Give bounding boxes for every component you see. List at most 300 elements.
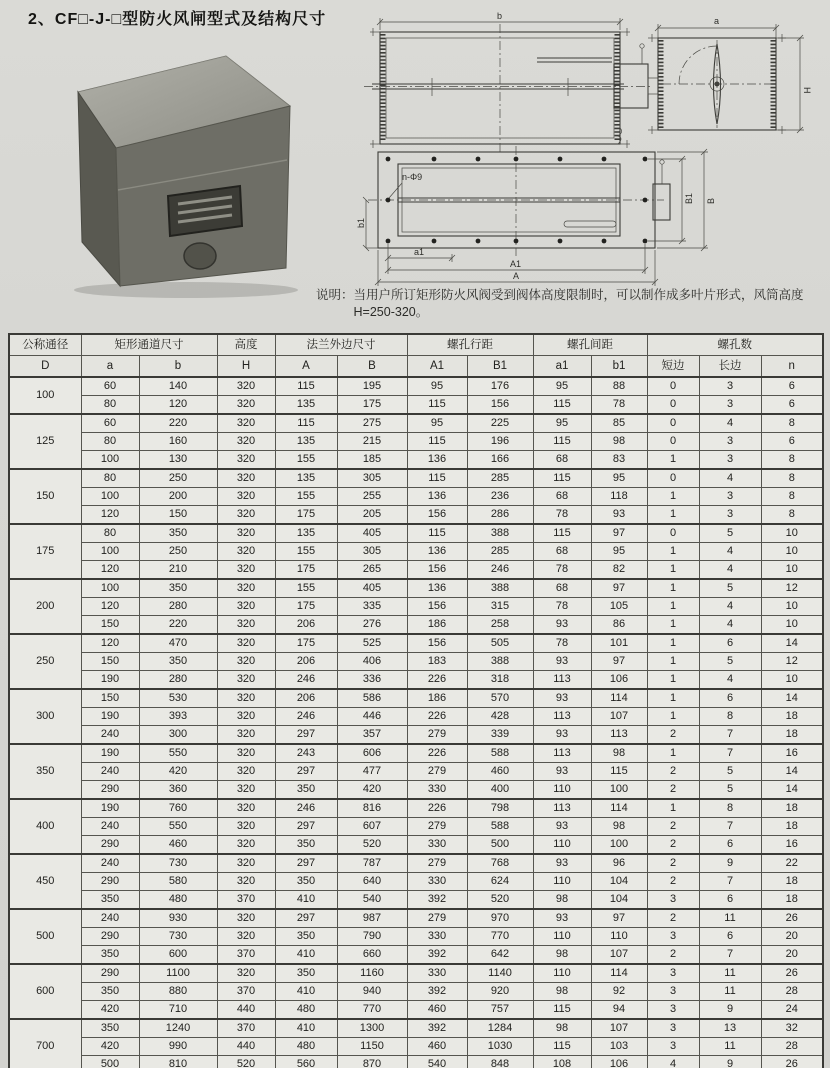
spec-cell: 98 [591,818,647,836]
spec-cell: 107 [591,1019,647,1038]
spec-cell: 3 [699,488,761,506]
spec-cell: 10 [761,543,823,561]
spec-cell: 175 [275,634,337,653]
spec-cell: 155 [275,579,337,598]
spec-cell: 4 [699,561,761,580]
spec-cell: 970 [467,909,533,928]
spec-cell: 770 [337,1001,407,1020]
hole-count-label: n-Φ9 [402,172,423,182]
spec-cell: 5 [699,524,761,543]
spec-cell: 6 [699,634,761,653]
spec-cell: 6 [699,928,761,946]
spec-cell: 460 [407,1038,467,1056]
spec-cell: 80 [81,433,139,451]
spec-cell: 175 [337,396,407,415]
spec-cell: 350 [139,524,217,543]
spec-cell: 195 [337,377,407,396]
spec-cell: 110 [533,873,591,891]
spec-cell: 175 [275,506,337,525]
spec-cell: 3 [647,891,699,910]
spec-cell: 115 [591,763,647,781]
spec-cell: 330 [407,964,467,983]
spec-cell: 246 [275,799,337,818]
spec-cell: 290 [81,873,139,891]
spec-cell: 286 [467,506,533,525]
table-row [9,818,823,836]
subheader-short-side: 短边 [647,356,699,378]
spec-cell: 1240 [139,1019,217,1038]
diameter-cell: 450 [9,854,81,909]
table-row [9,836,823,855]
spec-cell: 115 [407,469,467,488]
spec-cell: 28 [761,1038,823,1056]
spec-cell: 8 [761,414,823,433]
spec-cell: 156 [407,506,467,525]
spec-cell: 2 [647,836,699,855]
spec-cell: 86 [591,616,647,635]
spec-cell: 710 [139,1001,217,1020]
spec-cell: 0 [647,524,699,543]
spec-cell: 220 [139,616,217,635]
spec-cell: 276 [337,616,407,635]
table-row [9,763,823,781]
spec-cell: 320 [217,543,275,561]
spec-cell: 246 [275,708,337,726]
subheader-D: D [9,356,81,378]
spec-cell: 100 [591,781,647,800]
spec-cell: 550 [139,744,217,763]
subheader-A: A [275,356,337,378]
spec-cell: 320 [217,579,275,598]
note-text: 当用户所订矩形防火风阀受到阀体高度限制时，可以制作成多叶片形式，风筒高度H=250-320。 [353,288,804,319]
spec-cell: 570 [467,689,533,708]
spec-table-body [9,377,823,1068]
spec-cell: 7 [699,818,761,836]
spec-cell: 120 [81,506,139,525]
spec-cell: 26 [761,909,823,928]
diameter-cell: 400 [9,799,81,854]
spec-cell: 760 [139,799,217,818]
spec-cell: 155 [275,488,337,506]
spec-cell: 6 [699,891,761,910]
spec-cell: 150 [81,653,139,671]
header-height: 高度 [217,334,275,356]
spec-cell: 6 [761,433,823,451]
spec-cell: 240 [81,726,139,745]
subheader-n: n [761,356,823,378]
spec-cell: 730 [139,854,217,873]
spec-cell: 115 [533,524,591,543]
table-row [9,1019,823,1038]
spec-cell: 14 [761,689,823,708]
spec-cell: 410 [275,1019,337,1038]
spec-cell: 100 [81,543,139,561]
spec-cell: 290 [81,964,139,983]
spec-cell: 18 [761,799,823,818]
spec-cell: 82 [591,561,647,580]
spec-cell: 1030 [467,1038,533,1056]
spec-cell: 3 [699,377,761,396]
spec-cell: 1100 [139,964,217,983]
spec-cell: 96 [591,854,647,873]
B1-dim-label: B1 [684,192,694,204]
spec-cell: 350 [81,946,139,965]
spec-cell: 93 [533,763,591,781]
spec-cell: 95 [407,414,467,433]
spec-cell: 113 [533,799,591,818]
spec-cell: 410 [275,983,337,1001]
spec-cell: 0 [647,469,699,488]
spec-cell: 606 [337,744,407,763]
spec-cell: 92 [591,983,647,1001]
spec-cell: 440 [217,1038,275,1056]
spec-cell: 336 [337,671,407,690]
spec-cell: 175 [275,561,337,580]
spec-cell: 115 [275,377,337,396]
spec-cell: 113 [533,744,591,763]
spec-cell: 107 [591,946,647,965]
table-row [9,598,823,616]
spec-cell: 100 [591,836,647,855]
spec-cell: 500 [81,1056,139,1068]
spec-cell: 440 [217,1001,275,1020]
spec-cell: 8 [699,708,761,726]
side-width-label: a [714,16,720,26]
spec-cell: 290 [81,836,139,855]
B-dim-label: B [706,197,716,204]
spec-cell: 12 [761,653,823,671]
spec-cell: 95 [533,377,591,396]
table-row [9,671,823,690]
spec-cell: 279 [407,818,467,836]
spec-cell: 350 [81,891,139,910]
spec-cell: 405 [337,579,407,598]
spec-cell: 392 [407,1019,467,1038]
table-row [9,891,823,910]
spec-cell: 6 [699,689,761,708]
spec-cell: 275 [337,414,407,433]
spec-cell: 98 [591,744,647,763]
spec-cell: 97 [591,524,647,543]
spec-cell: 1284 [467,1019,533,1038]
spec-cell: 26 [761,964,823,983]
spec-cell: 560 [275,1056,337,1068]
spec-cell: 68 [533,488,591,506]
table-row [9,1038,823,1056]
table-row [9,708,823,726]
spec-cell: 93 [591,506,647,525]
spec-cell: 550 [139,818,217,836]
spec-cell: 279 [407,854,467,873]
spec-cell: 420 [139,763,217,781]
spec-cell: 930 [139,909,217,928]
spec-cell: 2 [647,781,699,800]
spec-cell: 1 [647,451,699,470]
spec-cell: 4 [699,616,761,635]
spec-cell: 798 [467,799,533,818]
spec-cell: 115 [533,433,591,451]
spec-cell: 14 [761,634,823,653]
spec-cell: 156 [407,634,467,653]
spec-cell: 136 [407,488,467,506]
spec-cell: 4 [699,414,761,433]
spec-cell: 107 [591,708,647,726]
spec-cell: 624 [467,873,533,891]
spec-cell: 920 [467,983,533,1001]
spec-cell: 350 [139,579,217,598]
subheader-B: B [337,356,407,378]
spec-cell: 205 [337,506,407,525]
spec-cell: 10 [761,524,823,543]
spec-cell: 0 [647,433,699,451]
spec-cell: 1 [647,708,699,726]
spec-cell: 290 [81,781,139,800]
spec-cell: 95 [591,469,647,488]
spec-cell: 115 [407,524,467,543]
spec-cell: 2 [647,763,699,781]
spec-cell: 400 [467,781,533,800]
table-row [9,506,823,525]
spec-cell: 580 [139,873,217,891]
spec-cell: 156 [467,396,533,415]
spec-cell: 115 [407,396,467,415]
spec-cell: 103 [591,1038,647,1056]
spec-cell: 113 [533,671,591,690]
spec-cell: 14 [761,763,823,781]
spec-cell: 140 [139,377,217,396]
spec-cell: 206 [275,653,337,671]
spec-cell: 320 [217,451,275,470]
spec-cell: 11 [699,983,761,1001]
table-row [9,543,823,561]
spec-cell: 320 [217,506,275,525]
spec-cell: 8 [761,469,823,488]
header-hole-row-spacing: 螺孔行距 [407,334,533,356]
spec-cell: 110 [533,836,591,855]
spec-cell: 3 [647,983,699,1001]
spec-cell: 305 [337,469,407,488]
spec-cell: 320 [217,616,275,635]
spec-cell: 320 [217,671,275,690]
spec-cell: 320 [217,928,275,946]
spec-cell: 226 [407,799,467,818]
spec-cell: 285 [467,469,533,488]
spec-cell: 280 [139,671,217,690]
spec-cell: 18 [761,708,823,726]
table-row [9,946,823,965]
table-row [9,488,823,506]
spec-cell: 100 [81,488,139,506]
table-row [9,726,823,745]
spec-cell: 115 [533,1001,591,1020]
spec-cell: 520 [337,836,407,855]
spec-cell: 186 [407,689,467,708]
spec-cell: 26 [761,1056,823,1068]
spec-cell: 60 [81,377,139,396]
spec-cell: 130 [139,451,217,470]
table-row [9,689,823,708]
header-nominal-diameter: 公称通径 [9,334,81,356]
dimension-drawings [352,8,824,298]
spec-cell: 243 [275,744,337,763]
spec-cell: 330 [407,928,467,946]
spec-cell: 22 [761,854,823,873]
table-row [9,433,823,451]
spec-cell: 460 [467,763,533,781]
spec-cell: 160 [139,433,217,451]
spec-cell: 135 [275,469,337,488]
spec-cell: 330 [407,781,467,800]
product-photo [48,44,314,300]
spec-cell: 150 [81,616,139,635]
spec-cell: 10 [761,561,823,580]
spec-cell: 990 [139,1038,217,1056]
diameter-cell: 150 [9,469,81,524]
spec-cell: 265 [337,561,407,580]
spec-cell: 11 [699,1038,761,1056]
spec-cell: 768 [467,854,533,873]
spec-cell: 388 [467,653,533,671]
spec-cell: 320 [217,689,275,708]
spec-cell: 3 [699,433,761,451]
spec-cell: 420 [81,1001,139,1020]
spec-cell: 220 [139,414,217,433]
spec-cell: 150 [139,506,217,525]
spec-cell: 870 [337,1056,407,1068]
spec-cell: 540 [337,891,407,910]
spec-cell: 24 [761,1001,823,1020]
spec-cell: 135 [275,433,337,451]
spec-cell: 97 [591,909,647,928]
spec-cell: 105 [591,598,647,616]
diameter-cell: 350 [9,744,81,799]
spec-cell: 110 [591,928,647,946]
spec-cell: 115 [275,414,337,433]
note [316,287,824,321]
spec-cell: 446 [337,708,407,726]
spec-cell: 106 [591,671,647,690]
spec-cell: 93 [533,818,591,836]
spec-cell: 11 [699,964,761,983]
spec-cell: 0 [647,377,699,396]
spec-cell: 1300 [337,1019,407,1038]
table-row [9,451,823,470]
spec-cell: 480 [139,891,217,910]
spec-cell: 530 [139,689,217,708]
spec-cell: 285 [467,543,533,561]
spec-cell: 226 [407,671,467,690]
table-row [9,909,823,928]
spec-cell: 206 [275,616,337,635]
spec-cell: 1 [647,543,699,561]
spec-cell: 588 [467,744,533,763]
spec-cell: 78 [533,506,591,525]
spec-cell: 120 [81,634,139,653]
front-width-label: b [497,11,503,21]
spec-cell: 320 [217,964,275,983]
table-row [9,928,823,946]
spec-cell: 3 [699,396,761,415]
spec-cell: 250 [139,543,217,561]
spec-cell: 225 [467,414,533,433]
spec-cell: 2 [647,854,699,873]
spec-cell: 206 [275,689,337,708]
spec-cell: 136 [407,451,467,470]
spec-cell: 987 [337,909,407,928]
spec-cell: 460 [407,1001,467,1020]
spec-cell: 320 [217,763,275,781]
spec-cell: 392 [407,983,467,1001]
spec-cell: 318 [467,671,533,690]
table-row [9,524,823,543]
diameter-cell: 700 [9,1019,81,1068]
spec-cell: 350 [139,653,217,671]
spec-cell: 8 [699,799,761,818]
header-hole-count: 螺孔数 [647,334,823,356]
spec-cell: 1 [647,616,699,635]
spec-cell: 320 [217,414,275,433]
spec-cell: 320 [217,836,275,855]
spec-cell: 460 [139,836,217,855]
spec-cell: 85 [591,414,647,433]
spec-cell: 32 [761,1019,823,1038]
spec-cell: 320 [217,396,275,415]
spec-cell: 5 [699,579,761,598]
spec-cell: 18 [761,873,823,891]
spec-cell: 297 [275,909,337,928]
spec-cell: 4 [699,543,761,561]
header-flange-size: 法兰外边尺寸 [275,334,407,356]
spec-cell: 4 [647,1056,699,1068]
spec-cell: 5 [699,653,761,671]
spec-cell: 93 [533,653,591,671]
spec-cell: 93 [533,854,591,873]
subheader-b: b [139,356,217,378]
spec-cell: 136 [407,579,467,598]
spec-cell: 520 [217,1056,275,1068]
spec-cell: 4 [699,598,761,616]
table-row [9,964,823,983]
spec-cell: 525 [337,634,407,653]
spec-cell: 297 [275,818,337,836]
spec-cell: 10 [761,598,823,616]
spec-cell: 2 [647,726,699,745]
spec-cell: 196 [467,433,533,451]
spec-cell: 300 [139,726,217,745]
subheader-B1: B1 [467,356,533,378]
spec-cell: 12 [761,579,823,598]
spec-cell: 350 [275,873,337,891]
spec-cell: 297 [275,854,337,873]
table-row [9,653,823,671]
spec-cell: 255 [337,488,407,506]
spec-cell: 95 [533,414,591,433]
spec-cell: 80 [81,524,139,543]
spec-cell: 320 [217,726,275,745]
spec-cell: 95 [591,543,647,561]
spec-cell: 250 [139,469,217,488]
spec-table [8,333,824,1068]
spec-cell: 136 [407,543,467,561]
spec-cell: 5 [699,763,761,781]
A1-dim-label: A1 [510,259,522,269]
spec-cell: 279 [407,726,467,745]
table-row [9,873,823,891]
spec-cell: 392 [407,891,467,910]
spec-cell: 320 [217,873,275,891]
spec-cell: 320 [217,561,275,580]
subheader-a: a [81,356,139,378]
